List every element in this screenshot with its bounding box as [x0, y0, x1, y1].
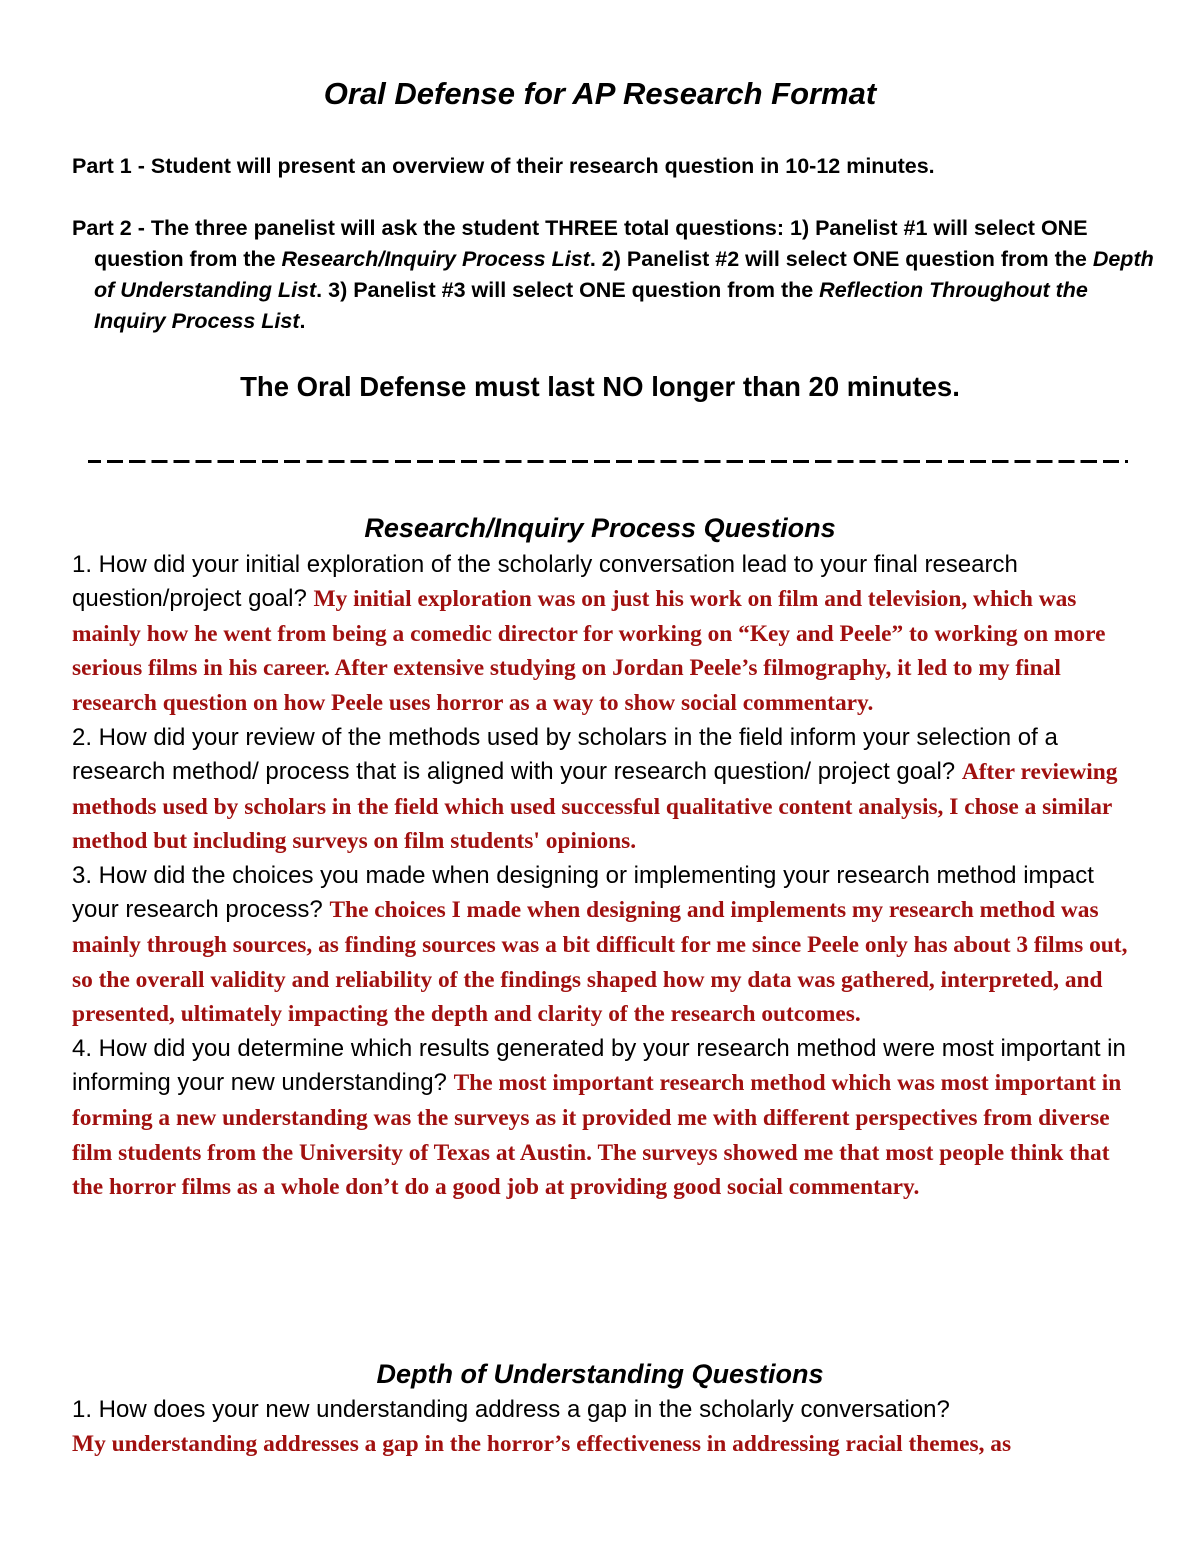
research-question-2: [72, 721, 1132, 859]
answer-text: After reviewing methods used by scholars in the field which used successful qualitative content analysis, I chose a similar method but including surveys on film students' opinions.: [72, 758, 1118, 855]
question-text: 1. How did your initial exploration of the scholarly conversation lead to your final research question/project goal?: [72, 551, 1018, 612]
question-text: 3. How did the choices you made when designing or implementing your research method impact your research process?: [72, 862, 1094, 923]
question-text: 4. How did you determine which results generated by your research method were most important in informing your new understanding?: [72, 1035, 1126, 1096]
part-2-mid-1: . 2) Panelist #2 will select ONE question from the: [589, 247, 1093, 271]
part-1-description: Part 1 - Student will present an overview of their research question in 10-12 minutes.: [72, 154, 935, 178]
part-2-lead: Part 2 - The three panelist will ask the student THREE total questions: 1) Panelist #1 will select ONE question from the: [72, 216, 1088, 271]
time-limit-statement: The Oral Defense must last NO longer than 20 minutes.: [240, 371, 960, 402]
depth-list-name: Depth of Understanding List: [94, 247, 1154, 302]
research-question-3: [72, 859, 1132, 1032]
research-question-1: [72, 548, 1132, 721]
document-title: Oral Defense for AP Research Format: [323, 76, 877, 111]
answer-text: The choices I made when designing and implements my research method was mainly through sources, as finding sources was a bit difficult for me since Peele only has about 3 films out, so the overall validity and reliability of the findings shaped how my data was gathered, interpreted, and presented, ultimately impacting the depth and clarity of the research outcomes.: [72, 896, 1128, 1028]
part-2-description: [72, 213, 1154, 337]
answer-text: My initial exploration was on just his work on film and television, which was mainly how he went from being a comedic director for working on “Key and Peele” to working on more serious films in his career. After extensive studying on Jordan Peele’s filmography, it led to my final research question on how Peele uses horror as a way to show social commentary.: [72, 585, 1106, 717]
reflection-list-name: Reflection Throughout the Inquiry Process List: [94, 278, 1088, 333]
question-text: 2. How did your review of the methods used by scholars in the field inform your selection of a research method/ process that is aligned with your research question/ project goal?: [72, 723, 1058, 785]
research-list-name: Research/Inquiry Process List: [281, 247, 590, 271]
dashed-divider: [88, 460, 1128, 463]
research-questions-list: [72, 548, 1132, 1205]
part-2-mid-2: . 3) Panelist #3 will select ONE question from the: [316, 278, 820, 302]
research-section-heading: Research/Inquiry Process Questions: [364, 513, 836, 543]
research-question-4: [72, 1032, 1132, 1205]
answer-text: The most important research method which was most important in forming a new understanding was the surveys as it provided me with different perspectives from diverse film students from the University of Texas at Austin. The surveys showed me that most people think that the horror films as a whole don’t do a good job at providing good social commentary.: [72, 1069, 1122, 1201]
part-2-end: .: [299, 309, 306, 333]
depth-questions-list: [72, 1393, 1132, 1462]
question-text: 1. How does your new understanding address a gap in the scholarly conversation?: [72, 1396, 950, 1423]
depth-section-heading: Depth of Understanding Questions: [376, 1359, 824, 1389]
depth-question-1: [72, 1393, 1132, 1462]
answer-text: My understanding addresses a gap in the horror’s effectiveness in addressing racial themes, as: [72, 1430, 1012, 1457]
